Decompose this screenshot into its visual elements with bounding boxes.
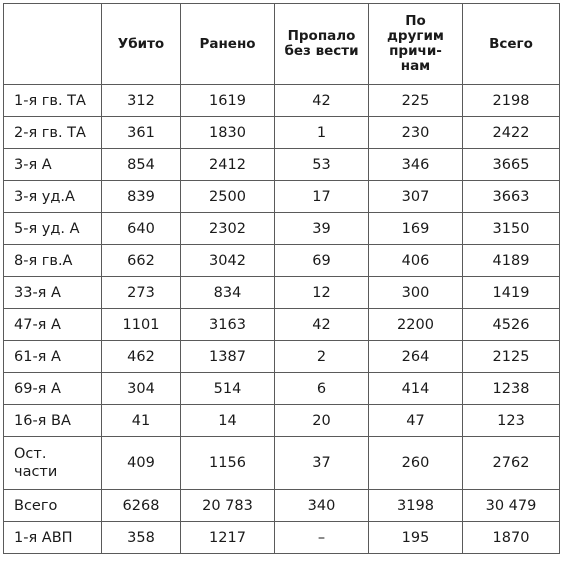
column-header [102,4,181,85]
table-cell: 42 [275,309,369,341]
table-cell: 1 [275,117,369,149]
table-cell: 37 [275,437,369,490]
table-cell: 6268 [102,490,181,522]
table-cell: 30 479 [463,490,560,522]
table-cell: 2422 [463,117,560,149]
row-label [4,405,102,437]
table-cell: 1870 [463,522,560,554]
column-header-text: без вести [284,43,359,59]
table-cell: 358 [102,522,181,554]
row-label-text: 3-я уд.А [14,188,75,205]
row-label-text: Ост. [14,446,47,462]
row-label [4,277,102,309]
column-header-text: причи- [389,43,442,59]
row-label-text: части [14,464,58,480]
table-cell: 414 [369,373,463,405]
table-cell: 304 [102,373,181,405]
table-cell: 41 [102,405,181,437]
table-cell: 47 [369,405,463,437]
table-cell: 273 [102,277,181,309]
table-cell: 2500 [181,181,275,213]
row-label-text: 1-я АВП [14,529,73,546]
row-label [4,85,102,117]
table-cell: 1238 [463,373,560,405]
table-cell: 3665 [463,149,560,181]
table-cell: 2198 [463,85,560,117]
table-row [4,437,560,490]
row-label [4,181,102,213]
column-header [369,4,463,85]
column-header-text: Ранено [199,35,256,52]
row-label [4,373,102,405]
table-cell: 300 [369,277,463,309]
table-cell: 640 [102,213,181,245]
row-label [4,437,102,490]
column-header [275,4,369,85]
table-cell: 1830 [181,117,275,149]
table-cell: 169 [369,213,463,245]
table-cell: 854 [102,149,181,181]
table-cell: 195 [369,522,463,554]
table-cell: 260 [369,437,463,490]
column-header-text: Убито [117,35,165,52]
table-row [4,373,560,405]
table-cell: 2412 [181,149,275,181]
row-label [4,245,102,277]
column-header-text: другим [387,28,444,44]
column-header-text: Всего [489,35,533,52]
table-cell: 3663 [463,181,560,213]
row-label [4,490,102,522]
table-cell: 307 [369,181,463,213]
table-row [4,522,560,554]
table-cell: 839 [102,181,181,213]
table-cell: 2302 [181,213,275,245]
row-label [4,149,102,181]
table-row [4,309,560,341]
row-label-text: 69-я А [14,380,61,397]
row-label [4,341,102,373]
table-cell: 53 [275,149,369,181]
table-cell: 662 [102,245,181,277]
table-cell: 2200 [369,309,463,341]
table-cell: 1387 [181,341,275,373]
table-cell: 225 [369,85,463,117]
table-cell: 514 [181,373,275,405]
column-header-text: Пропало [287,28,356,44]
table-cell: 17 [275,181,369,213]
table-cell: 1156 [181,437,275,490]
table-cell: 12 [275,277,369,309]
table-cell: 3163 [181,309,275,341]
table-cell: 1419 [463,277,560,309]
row-label-text: 8-я гв.А [14,252,73,269]
table-cell: 409 [102,437,181,490]
table-cell: 2125 [463,341,560,373]
row-label-text: 33-я А [14,284,61,301]
column-header [181,4,275,85]
table-body [4,85,560,554]
row-label [4,522,102,554]
table-cell: 346 [369,149,463,181]
table-cell: 1101 [102,309,181,341]
table-cell: 69 [275,245,369,277]
row-label-text: 2-я гв. ТА [14,124,86,141]
table-cell: 3198 [369,490,463,522]
table-cell: 3042 [181,245,275,277]
table-row [4,117,560,149]
row-label-text: 5-я уд. А [14,220,80,237]
table-cell: 20 783 [181,490,275,522]
row-label-text: 61-я А [14,348,61,365]
row-label-text: Всего [14,497,58,514]
table-row [4,490,560,522]
column-header [463,4,560,85]
table-cell: 3150 [463,213,560,245]
table-cell: 6 [275,373,369,405]
header-cell-empty [4,4,102,85]
table-cell: 4526 [463,309,560,341]
table-cell: 39 [275,213,369,245]
column-header-text: нам [400,58,431,74]
table-row [4,149,560,181]
table-row [4,341,560,373]
table-cell: 264 [369,341,463,373]
table-cell: 340 [275,490,369,522]
row-label-text: 47-я А [14,316,61,333]
table-cell: 14 [181,405,275,437]
table-cell: 1619 [181,85,275,117]
table-cell: 834 [181,277,275,309]
table-cell: 312 [102,85,181,117]
row-label [4,117,102,149]
table-cell: 20 [275,405,369,437]
table-cell: 361 [102,117,181,149]
table-cell: 230 [369,117,463,149]
row-label-text: 16-я ВА [14,412,71,429]
row-label-text: 1-я гв. ТА [14,92,86,109]
table-row [4,405,560,437]
table-row [4,85,560,117]
column-header-text: По [405,13,426,29]
table-row [4,277,560,309]
row-label [4,213,102,245]
row-label [4,309,102,341]
table-cell: 123 [463,405,560,437]
table-header-row [4,4,560,85]
losses-table-container [3,3,560,554]
table-cell: 2 [275,341,369,373]
table-cell: 2762 [463,437,560,490]
losses-table [3,3,560,554]
table-cell: 4189 [463,245,560,277]
table-cell: 462 [102,341,181,373]
table-cell: – [275,522,369,554]
table-cell: 406 [369,245,463,277]
table-row [4,245,560,277]
table-row [4,213,560,245]
table-row [4,181,560,213]
row-label-text: 3-я А [14,156,52,173]
table-cell: 1217 [181,522,275,554]
table-cell: 42 [275,85,369,117]
